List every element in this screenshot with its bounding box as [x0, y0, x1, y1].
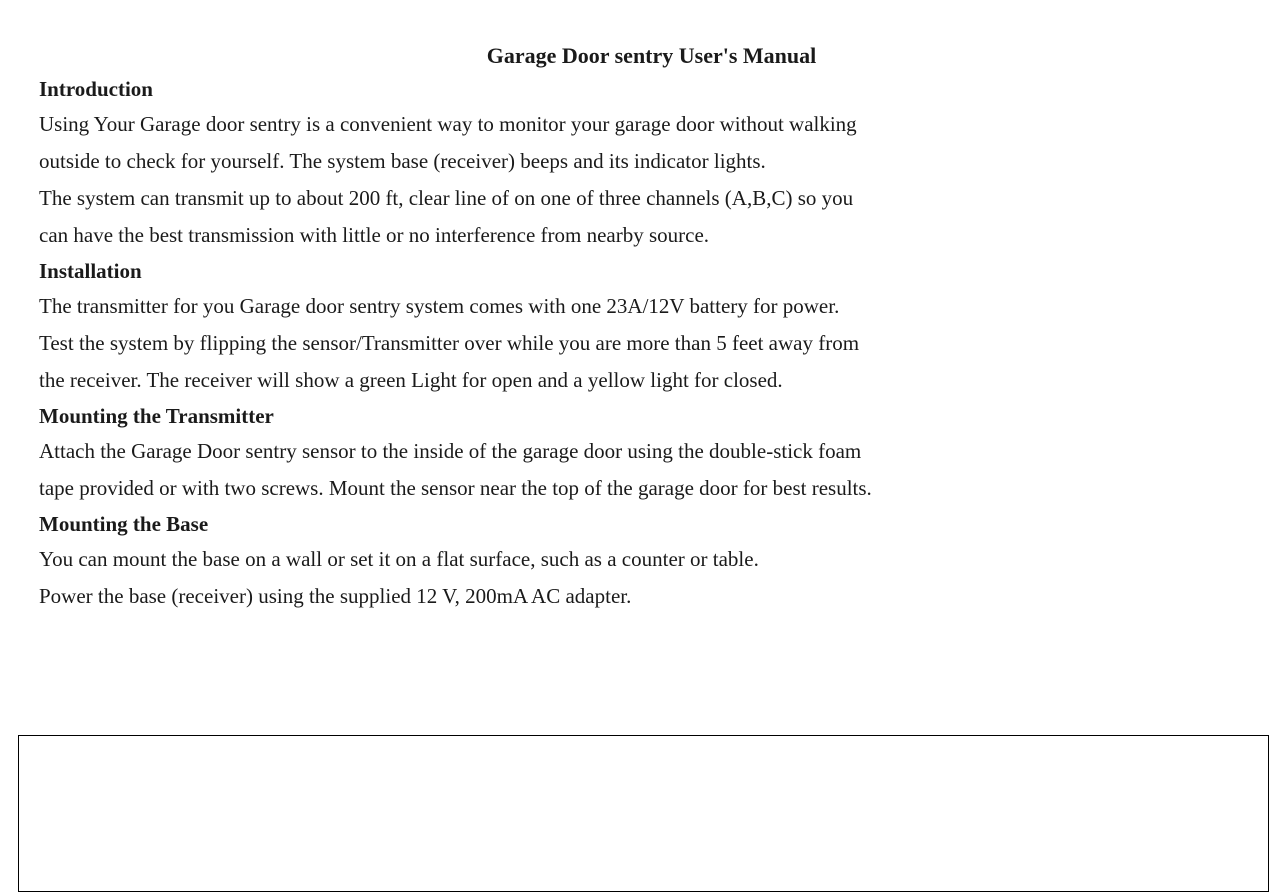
section-introduction: [39, 72, 1264, 254]
section-heading: Introduction: [39, 77, 153, 101]
manual-page: [39, 40, 1264, 615]
paragraph-line: outside to check for yourself. The system base (receiver) beeps and its indicator lights.: [39, 149, 766, 173]
paragraph-line: tape provided or with two screws. Mount the sensor near the top of the garage door for best results.: [39, 476, 872, 500]
section-heading: Mounting the Transmitter: [39, 404, 274, 428]
paragraph-line: The system can transmit up to about 200 ft, clear line of on one of three channels (A,B,C) so you: [39, 186, 854, 210]
paragraph-line: Attach the Garage Door sentry sensor to the inside of the garage door using the double-stick foam: [39, 439, 862, 463]
paragraph-line: Power the base (receiver) using the supplied 12 V, 200mA AC adapter.: [39, 584, 632, 608]
section-installation: [39, 254, 1264, 399]
paragraph-line: the receiver. The receiver will show a green Light for open and a yellow light for closed.: [39, 368, 783, 392]
empty-bordered-box: [18, 735, 1269, 892]
paragraph-line: The transmitter for you Garage door sentry system comes with one 23A/12V battery for power.: [39, 294, 840, 318]
paragraph-line: Using Your Garage door sentry is a convenient way to monitor your garage door without walking: [39, 112, 857, 136]
section-mounting-transmitter: [39, 399, 1264, 507]
section-heading: Mounting the Base: [39, 512, 209, 536]
paragraph-line: Test the system by flipping the sensor/Transmitter over while you are more than 5 feet away from: [39, 331, 860, 355]
document-title: Garage Door sentry User's Manual: [486, 43, 817, 68]
paragraph-line: can have the best transmission with little or no interference from nearby source.: [39, 223, 710, 247]
paragraph-line: You can mount the base on a wall or set it on a flat surface, such as a counter or table.: [39, 547, 759, 571]
section-heading: Installation: [39, 259, 142, 283]
section-mounting-base: [39, 507, 1264, 615]
